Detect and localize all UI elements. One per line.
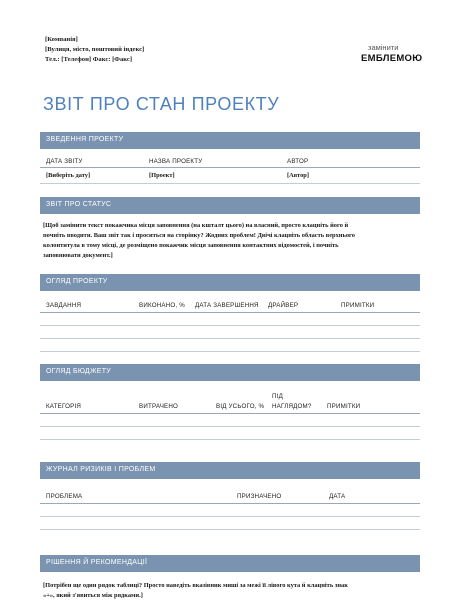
overview-col-notes: ПРИМІТКИ [341, 302, 375, 309]
company-name: [Компанія] [45, 36, 78, 43]
status-line: почніть вводити. Ваш звіт так і проситься на сторінку? Жодних проблем! Двічі клацніть область верхнього [43, 232, 355, 239]
overview-row-rule [40, 338, 420, 339]
budget-col-spent: ВИТРАЧЕНО [139, 403, 179, 410]
overview-col-due-date: ДАТА ЗАВЕРШЕННЯ [195, 302, 259, 309]
summary-section-bar [40, 132, 420, 149]
logo-placeholder[interactable]: ЕМБЛЕМОЮ [361, 53, 423, 64]
solutions-heading: РІШЕННЯ Й РЕКОМЕНДАЦІЇ [46, 559, 148, 566]
risks-heading: ЖУРНАЛ РИЗИКІВ І ПРОБЛЕМ [46, 466, 156, 473]
overview-header-rule [40, 312, 420, 313]
summary-row-rule [40, 183, 420, 184]
overview-row-rule [40, 325, 420, 326]
report-date-field[interactable]: [Виберіть дату] [46, 172, 91, 179]
author-field[interactable]: [Автор] [287, 172, 309, 179]
status-heading: ЗВІТ ПРО СТАТУС [46, 201, 112, 208]
overview-col-driver: ДРАЙВЕР [268, 302, 299, 309]
budget-col-percent: ВІД УСЬОГО, % [216, 403, 265, 410]
summary-heading: ЗВЕДЕННЯ ПРОЕКТУ [46, 136, 124, 143]
summary-col-author: АВТОР [287, 158, 309, 165]
status-line: колонтитула в тому місці, де розміщено покажчик місця заповнення контактних відомостей, і почніть [43, 242, 339, 249]
risks-section-bar [40, 462, 420, 479]
risks-header-rule [40, 503, 420, 504]
risks-row-rule [40, 529, 420, 530]
overview-section-bar [40, 274, 420, 291]
solutions-line: [Потрібен ще один рядок таблиці? Просто наведіть вказівник миші за межі її лівого кута й клацніть знак [43, 582, 348, 589]
risks-row-rule [40, 516, 420, 517]
budget-section-bar [40, 364, 420, 381]
summary-header-rule [40, 167, 420, 168]
budget-heading: ОГЛЯД БЮДЖЕТУ [46, 368, 112, 375]
company-address: [Вулиця, місто, поштовий індекс] [45, 46, 145, 53]
status-section-bar [40, 197, 420, 214]
budget-col-notes: ПРИМІТКИ [327, 403, 361, 410]
budget-col-under-line1: ПІД [272, 393, 283, 400]
budget-col-under-line2: НАГЛЯДОМ? [272, 403, 312, 410]
overview-col-complete: ВИКОНАНО, % [139, 302, 185, 309]
summary-col-date: ДАТА ЗВІТУ [46, 158, 83, 165]
status-line: заповнювати документ.] [43, 252, 113, 259]
logo-replace-label: замінити [368, 43, 399, 52]
company-phone-fax: Тел.: [Телефон] Факс: [Факс] [45, 56, 133, 63]
page-title: ЗВІТ ПРО СТАН ПРОЕКТУ [43, 94, 280, 114]
summary-col-project: НАЗВА ПРОЕКТУ [149, 158, 203, 165]
solutions-text[interactable] [43, 581, 423, 601]
solutions-section-bar [40, 555, 420, 572]
project-name-field[interactable]: [Проект] [149, 172, 175, 179]
status-line: [Щоб замінити текст покажчика місця заповнення (на кшталт цього) на власний, просто клацніть його й [43, 222, 349, 229]
status-text[interactable] [43, 221, 423, 261]
budget-row-rule [40, 426, 420, 427]
risks-col-date: ДАТА [329, 493, 346, 500]
solutions-line: «+», який з'явиться між рядками.] [43, 592, 143, 599]
budget-row-rule [40, 439, 420, 440]
overview-row-rule [40, 351, 420, 352]
risks-col-issue: ПРОБЛЕМА [46, 493, 83, 500]
budget-header-rule [40, 413, 420, 414]
overview-heading: ОГЛЯД ПРОЕКТУ [46, 278, 108, 285]
overview-col-task: ЗАВДАННЯ [46, 302, 82, 309]
risks-col-assigned: ПРИЗНАЧЕНО [237, 493, 282, 500]
budget-col-category: КАТЕГОРІЯ [46, 403, 82, 410]
